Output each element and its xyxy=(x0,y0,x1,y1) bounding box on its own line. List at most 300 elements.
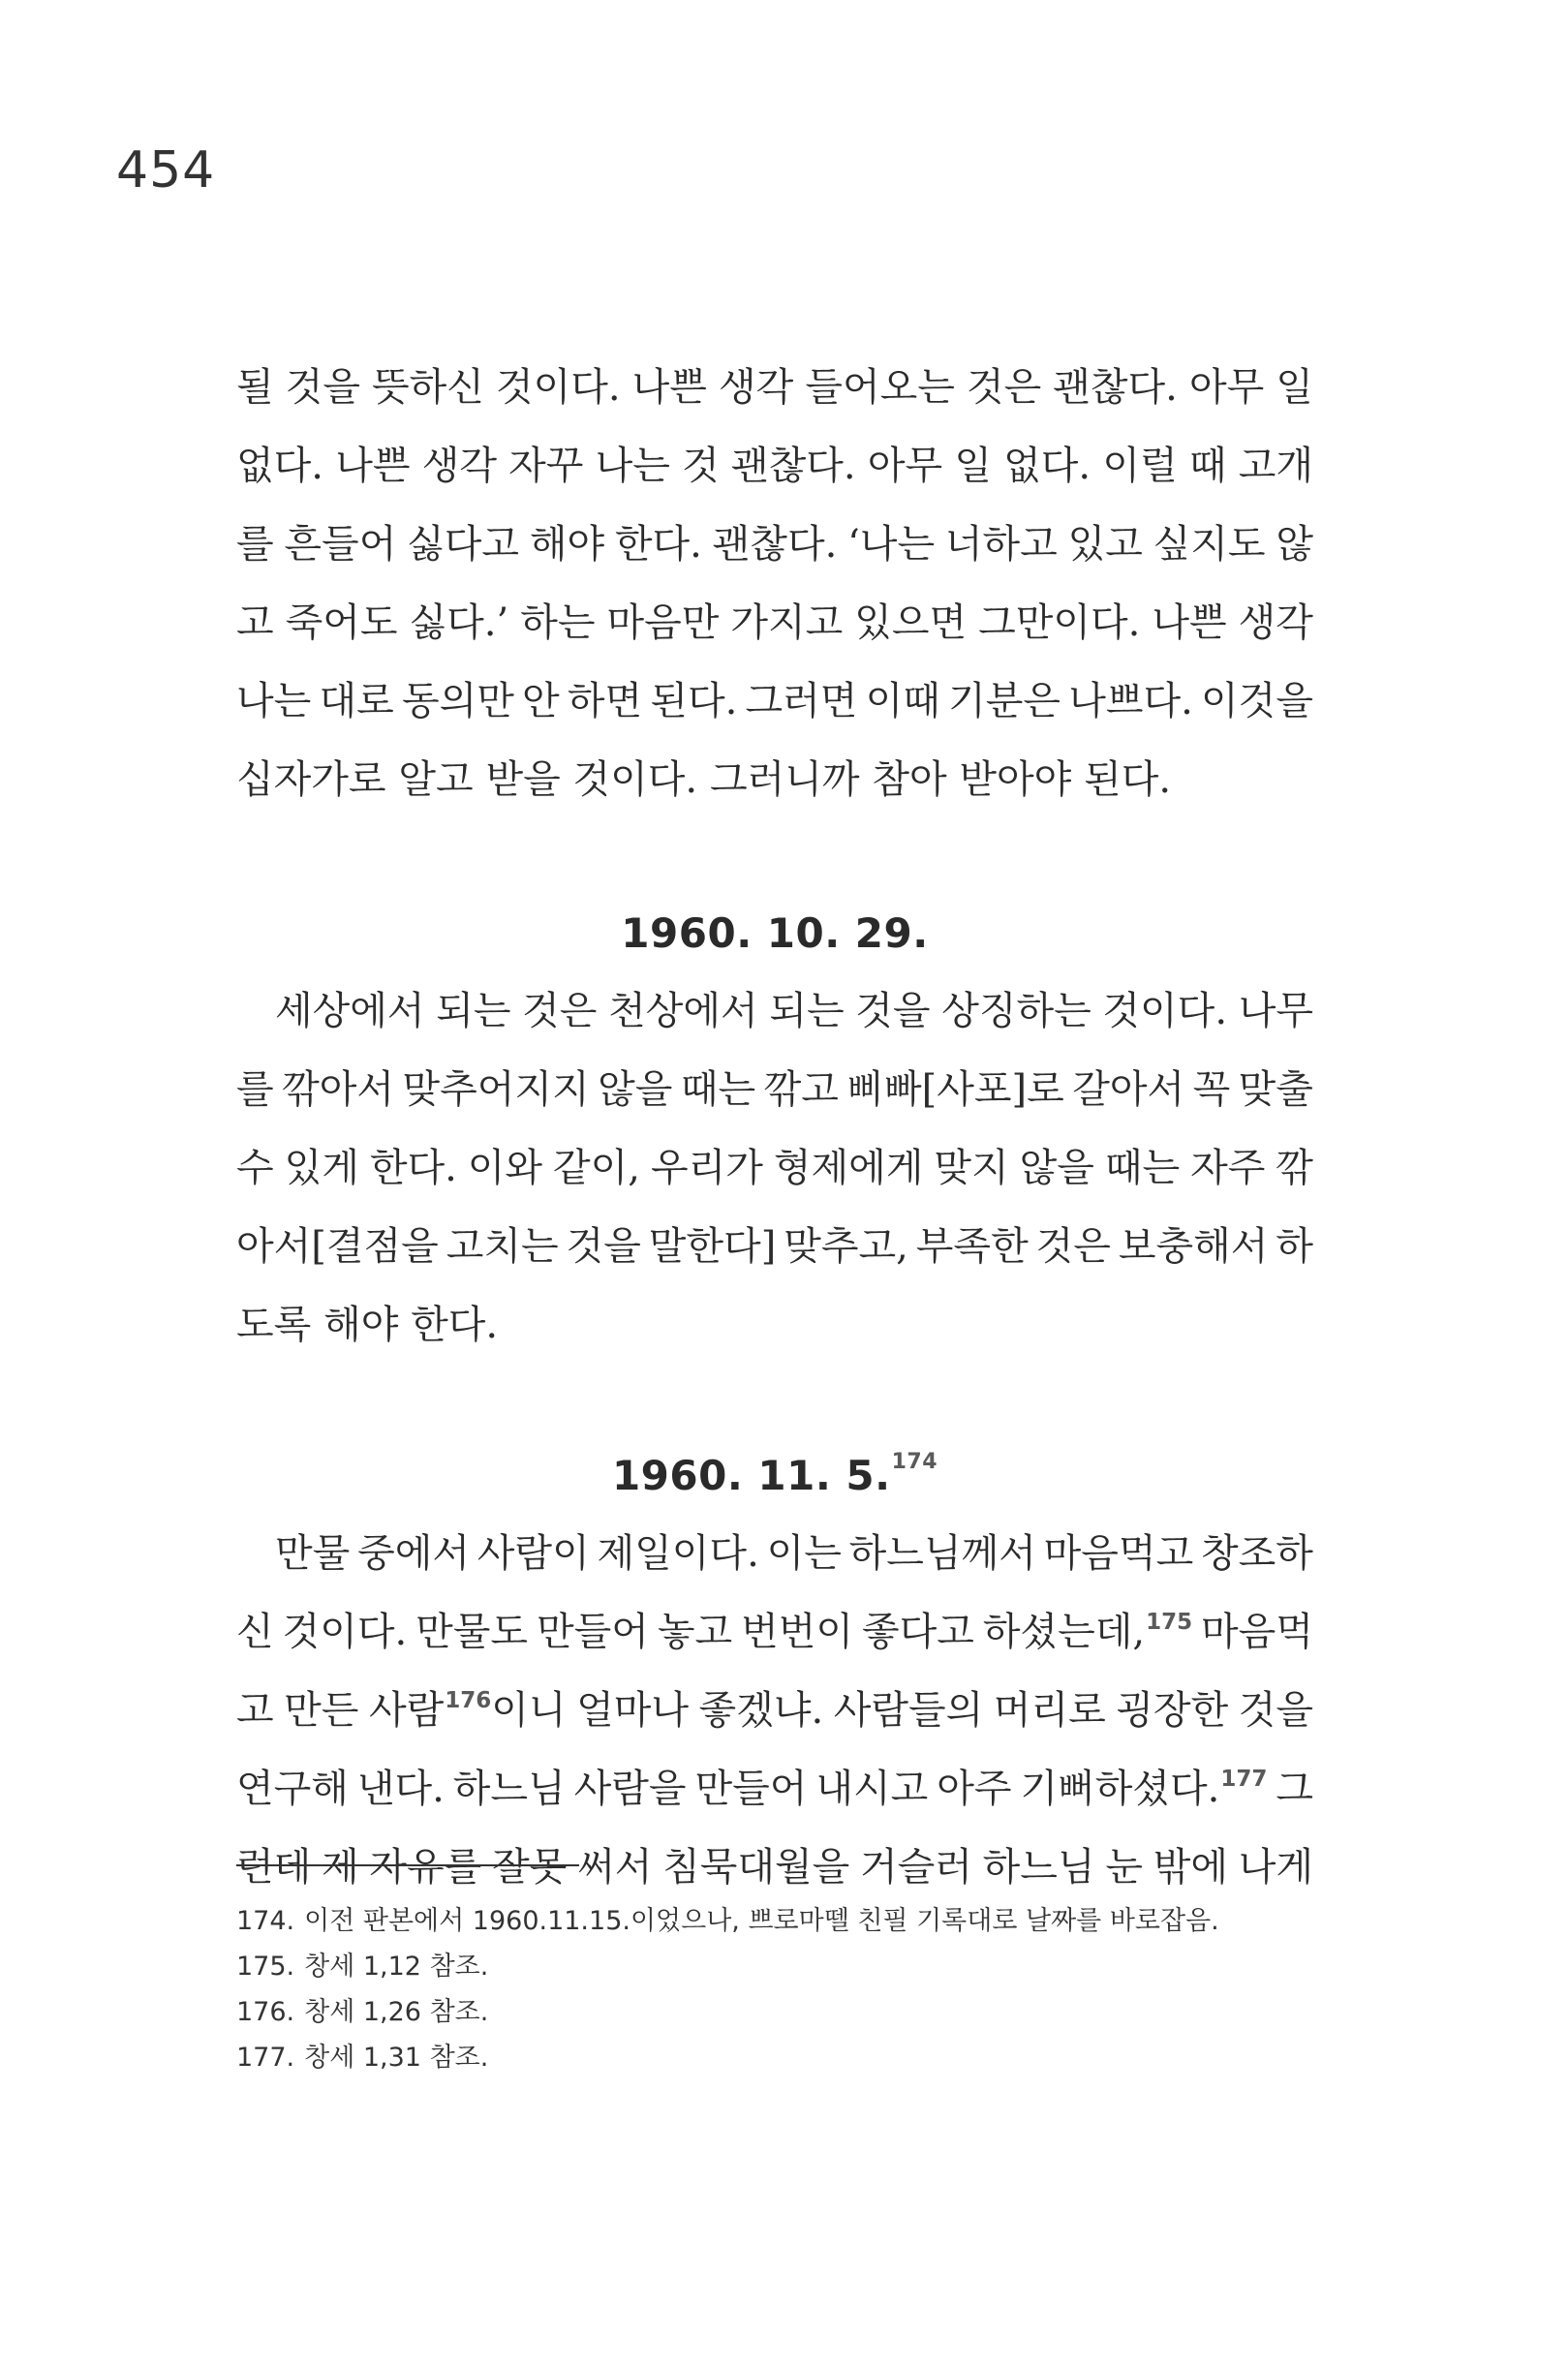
word xyxy=(650,662,737,741)
word xyxy=(1105,1829,1143,1907)
word xyxy=(236,1829,311,1907)
word-text: 동의만 xyxy=(401,679,514,723)
word-text: 써서 xyxy=(577,1845,653,1890)
word-text: 고치는 xyxy=(446,1224,559,1269)
text-line xyxy=(236,972,1313,1051)
word-text: 하는 xyxy=(520,600,596,645)
word xyxy=(866,662,940,741)
word xyxy=(372,349,484,427)
word xyxy=(286,584,398,662)
word-text: 깎 xyxy=(1276,1146,1313,1190)
word xyxy=(369,1672,567,1750)
word-text: 괜찮다. xyxy=(730,444,856,488)
word-text: 보충해서 xyxy=(1118,1224,1269,1269)
word xyxy=(236,1750,349,1829)
text-line xyxy=(236,1750,1313,1829)
word xyxy=(1053,349,1178,427)
word-text: 그 xyxy=(1276,1767,1313,1811)
word xyxy=(606,584,719,662)
word-text: 좋다고 xyxy=(861,1610,974,1654)
word-text: 것은 xyxy=(522,989,598,1033)
word xyxy=(608,972,758,1051)
word xyxy=(854,584,967,662)
page-body xyxy=(236,349,1313,1907)
word xyxy=(453,1750,566,1829)
word xyxy=(1201,1593,1313,1672)
word-text: 너하고 xyxy=(944,522,1058,567)
word-text: 침묵대월을 xyxy=(662,1845,850,1890)
word-text: 사람이 xyxy=(477,1531,590,1576)
word-text: 일 xyxy=(954,444,992,488)
word xyxy=(741,1593,853,1672)
paragraph xyxy=(236,1515,1313,1907)
word-text: 대로 xyxy=(319,679,394,723)
word xyxy=(945,506,1058,584)
section-date-heading xyxy=(236,1437,1313,1515)
word xyxy=(1276,349,1313,427)
text-line xyxy=(236,584,1313,662)
word xyxy=(357,1515,470,1593)
word-text: 된다. xyxy=(650,679,738,723)
word-text: 생각 xyxy=(719,365,794,410)
word xyxy=(530,506,604,584)
word-text: 마음만 xyxy=(606,600,720,645)
word-text: 나쁜 xyxy=(1152,600,1227,645)
word-text: 를 xyxy=(236,1067,274,1112)
word xyxy=(846,1051,1063,1129)
footnote-ref: 176 xyxy=(445,1688,492,1713)
footnote-text: 창세 1,12 참조. xyxy=(304,1952,489,1982)
word xyxy=(1119,1208,1269,1286)
footnote-item xyxy=(236,1989,1313,2035)
word xyxy=(485,741,560,819)
word xyxy=(522,662,560,741)
section-spacer xyxy=(236,1365,1313,1437)
word-text: 얼마나 xyxy=(576,1688,690,1733)
word xyxy=(699,1672,824,1750)
word xyxy=(615,506,702,584)
footnotes xyxy=(236,1898,1313,2080)
word xyxy=(978,584,1140,662)
word-text: 밖에 xyxy=(1153,1845,1228,1890)
word-text: 되는 xyxy=(769,989,845,1033)
page-number: 454 xyxy=(116,141,216,200)
word xyxy=(774,1129,924,1208)
word xyxy=(719,349,793,427)
word xyxy=(1276,1750,1313,1829)
word-text: 것을 xyxy=(566,1224,641,1269)
word xyxy=(834,1672,984,1750)
paragraph xyxy=(236,349,1313,819)
word-text: 나는 xyxy=(236,679,312,723)
word-text: 이것을 xyxy=(1201,679,1313,723)
word xyxy=(407,506,519,584)
word-text: 십자가로 xyxy=(236,757,386,802)
word xyxy=(236,1208,439,1286)
word-text: 싫다고 xyxy=(407,522,520,567)
word xyxy=(855,972,930,1051)
word xyxy=(682,427,720,506)
footnote-number: 174. xyxy=(236,1906,295,1936)
word xyxy=(520,584,595,662)
word-text: 그러면 xyxy=(745,679,858,723)
word-text: 이는 xyxy=(766,1531,842,1576)
word xyxy=(937,1750,1011,1829)
word-text: 한다. xyxy=(411,1303,499,1347)
word-text: 될 xyxy=(236,365,274,410)
word-text: 뜻하신 xyxy=(372,365,484,410)
word-text: 싶지도 xyxy=(1153,522,1266,567)
section-spacer xyxy=(236,819,1313,895)
word-text: 중에서 xyxy=(357,1531,470,1576)
word xyxy=(322,1829,359,1907)
footnote-item xyxy=(236,1944,1313,1989)
word-text: 것이다. xyxy=(282,1610,408,1654)
text-line xyxy=(236,1515,1313,1593)
word-text: 연구해 xyxy=(236,1767,349,1811)
word-text: 없다. xyxy=(236,444,323,488)
footnote-text: 창세 1,26 참조. xyxy=(304,1997,489,2027)
text-line xyxy=(236,1829,1313,1907)
text-line xyxy=(236,1129,1313,1208)
word-text: 사람을 xyxy=(573,1767,687,1811)
word xyxy=(236,427,323,506)
word xyxy=(1153,506,1266,584)
word xyxy=(1105,1129,1180,1208)
paragraph xyxy=(236,972,1313,1365)
word-text: 아주 xyxy=(937,1767,1012,1811)
word xyxy=(860,1829,972,1907)
word-text: 받아야 xyxy=(959,757,1072,802)
word-text: 없다. xyxy=(1003,444,1091,488)
word xyxy=(1190,1129,1265,1208)
word-text: 머리로 xyxy=(993,1688,1106,1733)
word xyxy=(576,1672,689,1750)
word-text: 것이다. xyxy=(1102,989,1228,1033)
word-text: 해야 xyxy=(323,1303,399,1347)
word xyxy=(598,1515,759,1593)
word xyxy=(319,662,393,741)
word xyxy=(767,1515,842,1593)
word-text: 놓고 xyxy=(657,1610,733,1654)
word-text: 이때 xyxy=(865,679,940,723)
word-text: ‘나는 xyxy=(847,522,936,567)
word xyxy=(983,1593,1192,1672)
text-line xyxy=(236,349,1313,427)
word-text: 이럴 xyxy=(1102,444,1178,488)
word-text: 참아 xyxy=(872,757,947,802)
word xyxy=(1003,427,1091,506)
word xyxy=(1201,662,1313,741)
text-line xyxy=(236,1672,1313,1750)
word xyxy=(402,662,514,741)
word xyxy=(468,1129,542,1208)
word xyxy=(1102,427,1177,506)
word-text: 생각 xyxy=(1238,600,1313,645)
word xyxy=(847,506,935,584)
word xyxy=(731,427,856,506)
word-text: 된다. xyxy=(1084,757,1172,802)
word xyxy=(948,662,1061,741)
word xyxy=(357,1750,445,1829)
footnote-ref: 177 xyxy=(1220,1767,1268,1792)
word-text: 알고 xyxy=(398,757,474,802)
word xyxy=(275,1515,350,1593)
word xyxy=(713,506,838,584)
word-text: 이와 xyxy=(467,1146,543,1190)
word xyxy=(335,427,410,506)
word-text: 만든 xyxy=(284,1688,359,1733)
footnote-item xyxy=(236,2035,1313,2080)
word xyxy=(236,1286,311,1365)
word xyxy=(916,1208,1029,1286)
word-text: 않 xyxy=(1276,522,1313,567)
word xyxy=(236,1672,274,1750)
word xyxy=(1084,741,1171,819)
word-text: 그만이다. xyxy=(978,600,1141,645)
footnote-number: 177. xyxy=(236,2043,295,2073)
footnote-ref: 175 xyxy=(1146,1610,1193,1635)
word-text: 나는 xyxy=(595,444,670,488)
word-text: 한다. xyxy=(369,1146,457,1190)
word xyxy=(236,741,386,819)
word-text: 창조하 xyxy=(1201,1531,1313,1576)
word xyxy=(567,1208,641,1286)
word-text: 되는 xyxy=(436,989,511,1033)
word-text: 천상에서 xyxy=(608,989,758,1033)
word xyxy=(323,1286,398,1365)
word-text: 거슬러 xyxy=(860,1845,972,1890)
word-text: 내시고 xyxy=(815,1767,929,1811)
word-text: 제일이다. xyxy=(597,1531,759,1576)
text-line xyxy=(236,506,1313,584)
word xyxy=(1044,1515,1194,1593)
word xyxy=(1193,1051,1231,1129)
word xyxy=(553,1129,640,1208)
word-text: 아무 xyxy=(1188,365,1265,410)
word-text: 런데 xyxy=(236,1845,312,1890)
text-line xyxy=(236,1593,1313,1672)
text-line xyxy=(236,1208,1313,1286)
word-text: 형제에게 xyxy=(773,1146,924,1190)
word xyxy=(496,349,621,427)
word-text: 깎고 xyxy=(763,1067,839,1112)
word-text: 고개 xyxy=(1238,444,1313,488)
word-text: 이니 xyxy=(491,1688,567,1733)
word xyxy=(568,662,642,741)
word-text: 가지고 xyxy=(730,600,844,645)
footnote-number: 175. xyxy=(236,1952,295,1982)
word xyxy=(477,1515,590,1593)
word-text: 것이다. xyxy=(495,365,621,410)
word xyxy=(651,1129,763,1208)
word-text: 아서[결점을 xyxy=(236,1224,439,1269)
word xyxy=(236,1593,274,1672)
word xyxy=(1102,972,1227,1051)
word xyxy=(282,1051,394,1129)
word-text: 맞지 xyxy=(934,1146,1009,1190)
section-date-text: 1960. 10. 29. xyxy=(621,909,929,957)
word-text: 도록 xyxy=(236,1303,312,1347)
word-text: 것을 xyxy=(1238,1688,1313,1733)
word xyxy=(422,427,497,506)
word xyxy=(236,584,274,662)
word xyxy=(573,741,698,819)
text-line xyxy=(236,427,1313,506)
word xyxy=(236,506,274,584)
word-text: 만물도 xyxy=(415,1610,529,1654)
section-date-text: 1960. 11. 5. xyxy=(611,1452,891,1499)
word-text: 만물 xyxy=(275,1531,351,1576)
word xyxy=(402,1051,589,1129)
word xyxy=(411,1286,498,1365)
word xyxy=(1239,972,1313,1051)
word xyxy=(710,741,860,819)
word-text: 받을 xyxy=(485,757,561,802)
word-text: 때 xyxy=(1188,444,1227,488)
word xyxy=(983,1829,1095,1907)
word-text: 를 xyxy=(236,522,274,567)
word xyxy=(492,1829,567,1907)
word xyxy=(598,1051,672,1129)
word xyxy=(872,741,946,819)
word xyxy=(649,1208,777,1286)
word-text: 있게 xyxy=(284,1146,359,1190)
word-text: 마음먹고 xyxy=(1043,1531,1194,1576)
word-text: 나무 xyxy=(1238,989,1313,1033)
word xyxy=(959,741,1071,819)
word xyxy=(815,1750,928,1829)
word xyxy=(769,972,844,1051)
word-text: 맞추어지지 xyxy=(402,1067,590,1112)
word-text: 그러니까 xyxy=(709,757,860,802)
word-text: 하느님 xyxy=(982,1845,1095,1890)
word-text: 좋겠냐. xyxy=(698,1688,824,1733)
word-text: 삐빠[사포]로 xyxy=(846,1067,1064,1112)
word-text: 나게 xyxy=(1238,1845,1313,1890)
word xyxy=(283,1593,408,1672)
word-text: 굉장한 xyxy=(1116,1688,1229,1733)
word xyxy=(1036,1208,1111,1286)
word xyxy=(1068,662,1193,741)
word xyxy=(508,427,583,506)
word xyxy=(868,427,942,506)
word xyxy=(398,741,473,819)
word-text: 자유를 xyxy=(369,1845,482,1890)
word xyxy=(967,349,1041,427)
word xyxy=(286,349,360,427)
word-text: 맞추고, xyxy=(784,1224,908,1269)
word xyxy=(1189,427,1227,506)
word xyxy=(994,1672,1106,1750)
word xyxy=(1201,1515,1313,1593)
footnote-number: 176. xyxy=(236,1997,295,2027)
word xyxy=(1239,584,1313,662)
word xyxy=(1020,1750,1267,1829)
word-text: 있으면 xyxy=(854,600,968,645)
word-text: 있고 xyxy=(1067,522,1143,567)
word-text: 생각 xyxy=(421,444,497,488)
word-text: 안 xyxy=(522,679,560,723)
word-text: 괜찮다. xyxy=(712,522,838,567)
word-text: 맞출 xyxy=(1238,1067,1313,1112)
word xyxy=(1072,1051,1184,1129)
text-line xyxy=(236,1286,1313,1365)
word-text: 것 xyxy=(682,444,720,488)
word xyxy=(746,662,858,741)
word xyxy=(446,1208,559,1286)
word xyxy=(1116,1672,1228,1750)
word xyxy=(410,584,509,662)
word xyxy=(1276,1129,1313,1208)
word xyxy=(941,972,1091,1051)
word-text: 것을 xyxy=(285,365,360,410)
word-text: 않을 xyxy=(598,1067,673,1112)
word-text: 같이, xyxy=(553,1146,641,1190)
text-line xyxy=(236,1051,1313,1129)
word xyxy=(934,1129,1008,1208)
word-text: 때는 xyxy=(1104,1146,1181,1190)
word xyxy=(1153,1829,1228,1907)
word xyxy=(1239,1672,1313,1750)
word-text: 아무 xyxy=(867,444,943,488)
word xyxy=(695,1750,808,1829)
word-text: 하느님께서 xyxy=(848,1531,1036,1576)
word-text: 흔들어 xyxy=(284,522,397,567)
word-text: 마음먹 xyxy=(1201,1610,1313,1654)
word xyxy=(369,1829,481,1907)
word-text: 자꾸 xyxy=(508,444,584,488)
word-text: 사람 xyxy=(368,1688,445,1733)
word-text: 것을 xyxy=(855,989,931,1033)
word xyxy=(522,972,597,1051)
word-text: 죽어도 xyxy=(285,600,398,645)
word xyxy=(1276,506,1313,584)
word-text: 눈 xyxy=(1105,1845,1143,1890)
word-text: 나쁘다. xyxy=(1068,679,1193,723)
word xyxy=(236,349,274,427)
word xyxy=(574,1750,687,1829)
text-line xyxy=(236,662,1313,741)
word xyxy=(236,1051,274,1129)
word-text: 수 xyxy=(236,1146,274,1190)
word-text: 하 xyxy=(1276,1224,1313,1269)
footnote-ref: 174 xyxy=(891,1450,938,1474)
word-text: 때는 xyxy=(680,1067,756,1112)
word-text: 말한다] xyxy=(648,1224,777,1269)
footnote-text: 창세 1,31 참조. xyxy=(304,2043,489,2073)
word-text: 나쁜 xyxy=(335,444,411,488)
word xyxy=(236,1129,274,1208)
word-text: 해야 xyxy=(529,522,605,567)
word-text: 낸다. xyxy=(356,1767,445,1811)
word xyxy=(1020,1129,1094,1208)
footnote-item xyxy=(236,1898,1313,1944)
footnote-divider xyxy=(236,1864,579,1866)
word-text: 잘못 xyxy=(492,1845,568,1890)
word-text: 싫다.’ xyxy=(409,600,509,645)
word xyxy=(284,506,396,584)
word xyxy=(236,662,311,741)
word xyxy=(596,427,670,506)
word xyxy=(849,1515,1036,1593)
word-text: 상징하는 xyxy=(941,989,1091,1033)
word xyxy=(275,972,425,1051)
word-text: 것은 xyxy=(1035,1224,1111,1269)
word xyxy=(577,1829,652,1907)
word xyxy=(537,1593,649,1672)
word-text: 않을 xyxy=(1019,1146,1094,1190)
